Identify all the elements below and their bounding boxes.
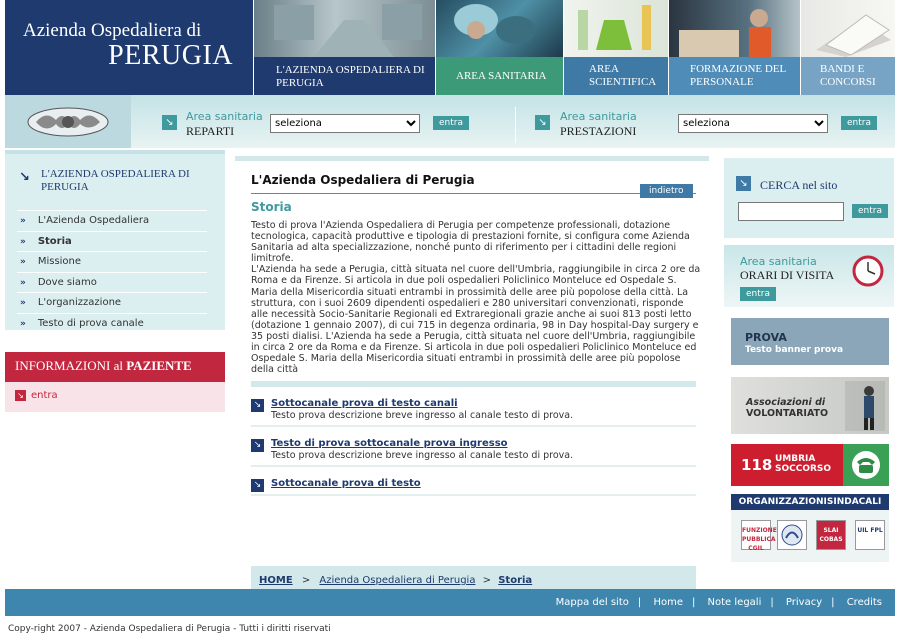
slai-cobas-logo[interactable]: SLAI COBAS	[816, 520, 846, 550]
header	[5, 0, 895, 95]
search-button[interactable]: entra	[852, 204, 888, 218]
menu-item-label: Missione	[37, 256, 82, 267]
volontariato-line1: Associazioni di	[746, 397, 826, 408]
prestazioni-arrow-icon: ↘	[535, 115, 550, 130]
reparti-label	[186, 110, 263, 139]
unions-box	[731, 494, 889, 562]
search-arrow-icon: ↘	[736, 176, 751, 191]
chevron-right-icon: »	[20, 277, 26, 288]
copyright-text: Copy-right 2007 - Azienda Ospedaliera di Perugia - Tutti i diritti riservati	[8, 624, 331, 634]
footer-link-privacy[interactable]: Privacy	[785, 597, 823, 608]
arrow-icon: ↘	[15, 390, 26, 401]
prestazioni-small-label: Area sanitaria	[560, 110, 637, 123]
footer-bar	[5, 589, 895, 616]
page-title: L'Azienda Ospedaliera di Perugia	[251, 173, 475, 187]
section-menu	[5, 150, 225, 330]
breadcrumb-azienda[interactable]: Azienda Ospedaliera di Perugia	[319, 575, 476, 586]
subchannel-desc: Testo prova descrizione breve ingresso al canale testo di prova.	[271, 410, 574, 422]
section-title: Storia	[251, 200, 292, 214]
prestazioni-big-label: PRESTAZIONI	[560, 124, 637, 138]
search-input[interactable]	[738, 202, 844, 221]
prova-banner-title: PROVA	[745, 331, 787, 344]
reparti-big-label: REPARTI	[186, 124, 235, 138]
orari-small-label: Area sanitaria	[740, 255, 817, 268]
volontariato-line2: VOLONTARIATO	[746, 408, 829, 419]
article-paragraph: Testo di prova l'Azienda Ospedaliera di Perugia per competenze professionali, dotazione tecnologica, capacità produttive e tipologia di prestazioni fornite, si configura come Azienda Sanitaria ad alta specializzazione, nonché punto di riferimento per i cittadini delle regioni limitrofe.	[251, 220, 690, 265]
footer-separator: |	[831, 597, 835, 608]
prestazioni-label	[560, 110, 637, 139]
patient-info-heading	[5, 352, 225, 382]
site-logo[interactable]	[5, 0, 253, 95]
prestazioni-select[interactable]	[678, 114, 828, 133]
orari-big-label: ORARI DI VISITA	[740, 268, 835, 282]
menu-item-label: Testo di prova canale	[37, 317, 144, 329]
menu-item-organizzazione[interactable]	[17, 292, 207, 313]
chevron-right-icon: »	[20, 318, 26, 329]
flasks-photo	[564, 0, 668, 57]
prova-banner-subtitle: Testo banner prova	[745, 345, 844, 355]
walking-person-icon	[845, 381, 885, 431]
chevron-right-icon: »	[20, 298, 26, 308]
patient-info-link-label: entra	[31, 390, 58, 401]
footer-separator: |	[637, 597, 642, 608]
breadcrumb-separator: >	[482, 575, 492, 586]
left-sidebar	[5, 150, 225, 412]
back-button[interactable]: indietro	[640, 184, 693, 198]
corridor-image-icon	[254, 0, 435, 57]
prova-banner[interactable]	[731, 318, 889, 365]
top-stripe	[235, 156, 709, 161]
clock-icon	[852, 255, 884, 287]
union-emblem-logo[interactable]	[777, 520, 807, 550]
breadcrumb-current[interactable]: Storia	[498, 575, 533, 586]
menu-item-storia[interactable]	[17, 231, 207, 252]
subchannel-link[interactable]: Sottocanale prova di testo canali	[271, 398, 458, 410]
footer-link-mappa[interactable]: Mappa del sito	[555, 597, 629, 608]
footer-separator: |	[691, 597, 696, 608]
section-menu-list	[17, 210, 207, 333]
nav-bandi[interactable]: BANDI E CONCORSI	[801, 57, 895, 95]
orari-entra-button[interactable]: entra	[740, 287, 776, 301]
volontariato-banner[interactable]	[731, 377, 889, 434]
seal-logo	[5, 95, 131, 148]
footer-link-home[interactable]: Home	[653, 597, 683, 608]
nav-azienda[interactable]: L'AZIENDA OSPEDALIERA DI PERUGIA	[254, 57, 435, 95]
footer-separator: |	[770, 597, 774, 608]
prestazioni-entra-button[interactable]: entra	[841, 116, 877, 130]
patient-info-heading-a: INFORMAZIONI al	[15, 358, 123, 373]
article-body	[251, 220, 701, 375]
main-content	[235, 156, 709, 586]
cgil-logo[interactable]: FUNZIONE PUBBLICA CGIL	[741, 520, 771, 550]
logo-line1: Azienda Ospedaliera di	[23, 20, 202, 41]
menu-item-dove-siamo[interactable]	[17, 272, 207, 293]
search-label: CERCA nel sito	[760, 178, 838, 192]
chevron-right-icon: »	[20, 257, 26, 267]
surgeons-photo	[436, 0, 563, 57]
logo-line2: PERUGIA	[108, 40, 233, 71]
training-photo	[669, 0, 800, 57]
menu-item-label: Storia	[37, 235, 72, 247]
corridor-photo	[254, 0, 435, 57]
reparti-arrow-icon: ↘	[162, 115, 177, 130]
documents-image-icon	[801, 0, 895, 57]
soccorso-118-banner[interactable]	[731, 444, 889, 486]
arrow-icon: ↘	[251, 479, 264, 492]
chevron-right-icon: »	[20, 216, 26, 226]
surgeon-image-icon	[436, 0, 563, 57]
nav-area-sanitaria[interactable]: AREA SANITARIA	[436, 57, 563, 95]
article-paragraph: L'Azienda ha sede a Perugia, città situata nel cuore dell'Umbria, raggiungibile in circa 2 ore da Roma e da Firenze. Si articola in due poli ospedalieri Policlinico Monteluce ed Ospedale S. Maria della Misericordia situati entrambi in prossimità delle aree più popolose della città. La struttura, con i suoi 2609 dipendenti ospedalieri e 280 universitari convenzionati, risponde alle necessità Socio-Sanitarie Regionali ed Extraregionali grazie anche ai suoi 813 posti letto (dotazione 1 gennaio 2007), di cui 715 in degenza ordinaria, 98 in Day hospital-Day surgery e 35 posti dialisi. L'Azienda ha sede a Perugia, città situata nel cuore dell'Umbria, raggiungibile in circa 2 ore da Roma e da Firenze. Si articola in due poli ospedalieri Policlinico Monteluce ed Ospedale S. Maria della Misericordia situati entrambi in prossimità delle aree più popolose della città	[251, 264, 701, 376]
menu-item-missione[interactable]	[17, 251, 207, 272]
reparti-small-label: Area sanitaria	[186, 110, 263, 123]
soccorso-line2: SOCCORSO	[775, 464, 832, 474]
reparti-select[interactable]	[270, 114, 420, 133]
section-heading: L'AZIENDA OSPEDALIERA DI PERUGIA	[41, 168, 190, 193]
subchannel-item	[251, 438, 696, 467]
soccorso-label	[775, 454, 831, 474]
right-sidebar	[724, 158, 894, 562]
footer-link-credits[interactable]: Credits	[846, 597, 882, 608]
seal-icon	[26, 106, 110, 138]
arrow-icon: ↘	[251, 399, 264, 412]
subchannel-item	[251, 478, 696, 496]
search-box	[724, 158, 894, 238]
subchannel-link[interactable]: Testo di prova sottocanale prova ingresso	[271, 438, 508, 450]
quick-access-bar	[5, 95, 895, 148]
footer-link-note-legali[interactable]: Note legali	[707, 597, 762, 608]
visiting-hours-box	[724, 245, 894, 307]
patient-info-heading-b: PAZIENTE	[126, 358, 192, 373]
subbar-divider	[515, 107, 516, 143]
subchannel-item	[251, 398, 696, 427]
subchannel-link[interactable]: Sottocanale prova di testo	[271, 478, 421, 490]
section-arrow-icon: ↘	[19, 170, 30, 185]
soccorso-line1: UMBRIA	[775, 454, 816, 464]
breadcrumb-home[interactable]: HOME	[259, 575, 293, 586]
menu-item-testo-prova[interactable]	[17, 313, 207, 334]
article	[235, 173, 709, 586]
nav-formazione[interactable]: FORMAZIONE DEL PERSONALE	[669, 57, 800, 95]
menu-item-label: L'Azienda Ospedaliera	[37, 215, 150, 226]
title-divider	[251, 193, 696, 194]
unions-heading: ORGANIZZAZIONISINDACALI	[731, 494, 889, 510]
subchannel-desc: Testo prova descrizione breve ingresso al canale testo di prova.	[271, 450, 574, 462]
menu-item-label: L'organizzazione	[37, 297, 122, 308]
people-image-icon	[669, 0, 800, 57]
reparti-entra-button[interactable]: entra	[433, 116, 469, 130]
soccorso-number: 118	[741, 456, 773, 474]
patient-info-link[interactable]	[5, 382, 225, 412]
flasks-image-icon	[564, 0, 668, 57]
papers-photo	[801, 0, 895, 57]
content-divider	[251, 381, 696, 387]
uil-fpl-logo[interactable]: UIL FPL	[855, 520, 885, 550]
arrow-icon: ↘	[251, 439, 264, 452]
phone-icon	[843, 444, 889, 486]
menu-item-label: Dove siamo	[37, 276, 97, 288]
breadcrumb-separator: >	[301, 575, 311, 586]
menu-item-azienda[interactable]	[17, 210, 207, 231]
emblem-icon	[781, 524, 803, 546]
nav-area-scientifica[interactable]: AREA SCIENTIFICA	[564, 57, 668, 95]
chevron-right-icon: »	[20, 236, 26, 247]
